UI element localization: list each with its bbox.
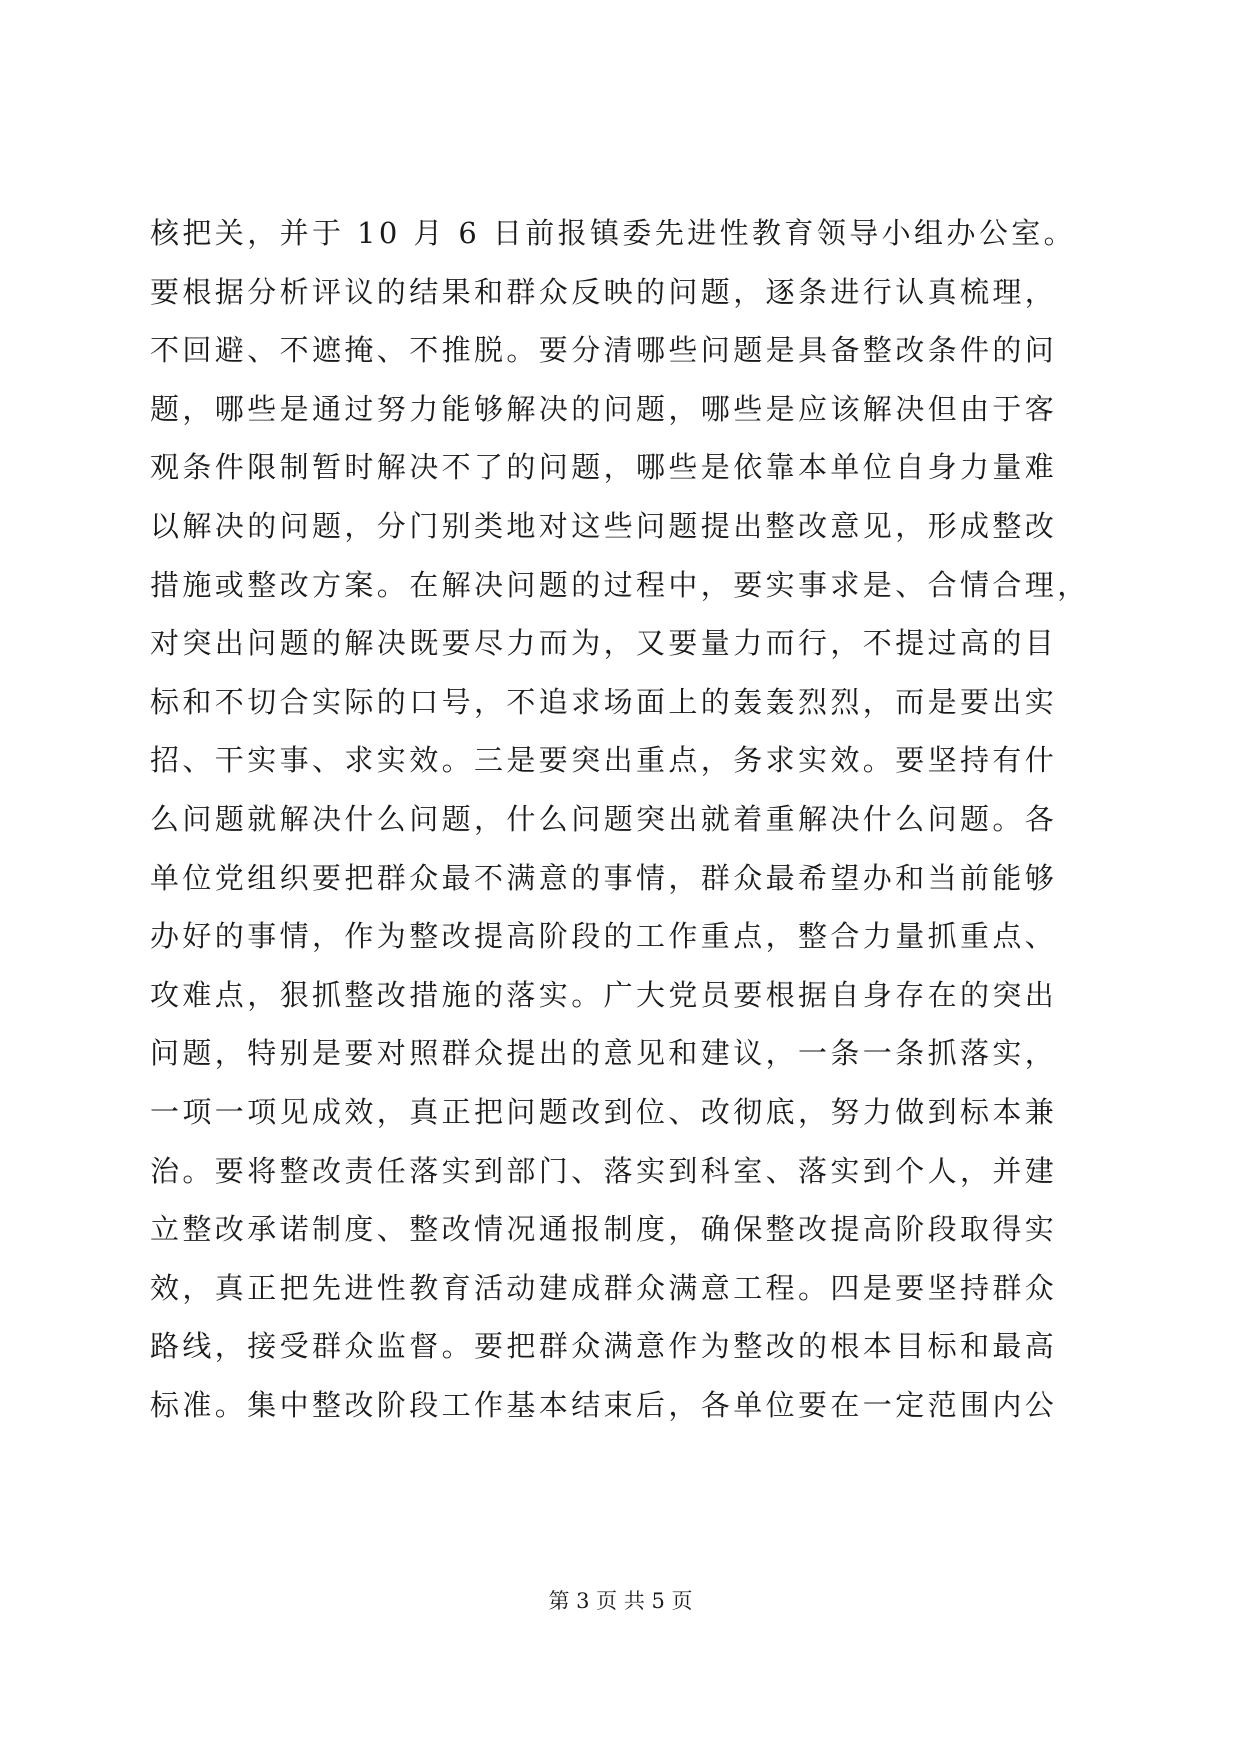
text-line: 立整改承诺制度、整改情况通报制度，确保整改提高阶段取得实 xyxy=(150,1212,1058,1247)
text-line: 治。要将整改责任落实到部门、落实到科室、落实到个人，并建 xyxy=(150,1153,1058,1188)
text-line: 要根据分析评议的结果和群众反映的问题，逐条进行认真梳理， xyxy=(150,274,1058,309)
text-line: 效，真正把先进性教育活动建成群众满意工程。四是要坚持群众 xyxy=(150,1270,1058,1305)
text-line: 路线，接受群众监督。要把群众满意作为整改的根本目标和最高 xyxy=(150,1329,1058,1364)
text-line: 单位党组织要把群众最不满意的事情，群众最希望办和当前能够 xyxy=(150,860,1058,895)
text-line: 么问题就解决什么问题，什么问题突出就着重解决什么问题。各 xyxy=(150,801,1058,836)
text-line: 观条件限制暂时解决不了的问题，哪些是依靠本单位自身力量难 xyxy=(150,450,1058,485)
text-line: 对突出问题的解决既要尽力而为，又要量力而行，不提过高的目 xyxy=(150,626,1058,661)
text-line: 问题，特别是要对照群众提出的意见和建议，一条一条抓落实， xyxy=(150,1036,1058,1071)
text-line: 标和不切合实际的口号，不追求场面上的轰轰烈烈，而是要出实 xyxy=(150,684,1058,719)
text-line: 以解决的问题，分门别类地对这些问题提出整改意见，形成整改 xyxy=(150,508,1058,543)
text-line: 办好的事情，作为整改提高阶段的工作重点，整合力量抓重点、 xyxy=(150,919,1058,954)
text-line: 不回避、不遮掩、不推脱。要分清哪些问题是具备整改条件的问 xyxy=(150,333,1058,368)
body-text xyxy=(150,204,1110,1434)
text-line: 标准。集中整改阶段工作基本结束后，各单位要在一定范围内公 xyxy=(150,1387,1058,1422)
text-line: 题，哪些是通过努力能够解决的问题，哪些是应该解决但由于客 xyxy=(150,391,1058,426)
page-number: 第 3 页 共 5 页 xyxy=(548,1589,693,1613)
text-line: 一项一项见成效，真正把问题改到位、改彻底，努力做到标本兼 xyxy=(150,1094,1058,1129)
text-line: 攻难点，狠抓整改措施的落实。广大党员要根据自身存在的突出 xyxy=(150,977,1058,1012)
text-line: 招、干实事、求实效。三是要突出重点，务求实效。要坚持有什 xyxy=(150,743,1058,778)
text-line: 核把关，并于 10 月 6 日前报镇委先进性教育领导小组办公室。 xyxy=(150,216,1077,250)
text-line: 措施或整改方案。在解决问题的过程中，要实事求是、合情合理， xyxy=(150,567,1090,602)
page-footer xyxy=(0,1586,1241,1616)
